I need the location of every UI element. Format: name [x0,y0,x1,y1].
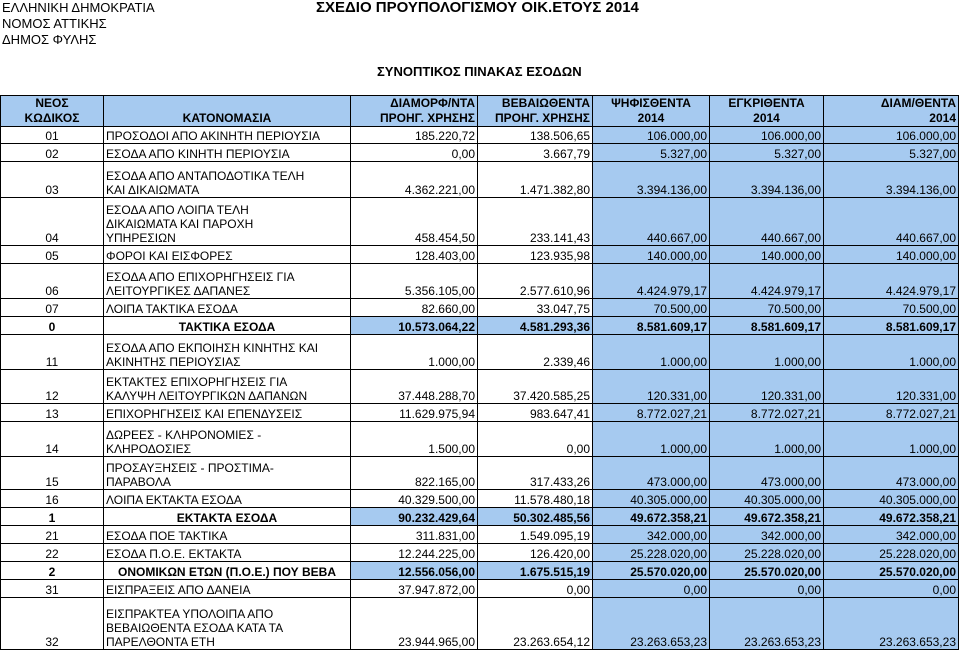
revenue-summary-table [0,95,959,650]
code-cell: 06 [1,264,104,299]
table-row [1,162,959,198]
voted-2014-cell: 8.581.609,17 [593,317,710,335]
prev-formed-cell: 12.244.225,00 [351,544,478,562]
prev-formed-cell: 12.556.056,00 [351,562,478,580]
table-row [1,299,959,317]
org-line-municipality: ΔΗΜΟΣ ΦΥΛΗΣ [2,32,97,47]
formed-2014-cell: 120.331,00 [824,370,959,404]
approved-2014-cell: 5.327,00 [710,144,824,162]
table-total-row [1,317,959,335]
document-title: ΣΧΕΔΙΟ ΠΡΟΥΠΟΛΟΓΙΣΜΟΥ ΟΙΚ.ΕΤΟΥΣ 2014 [316,0,639,16]
table-total-row [1,562,959,580]
approved-2014-cell: 342.000,00 [710,526,824,544]
voted-2014-cell: 8.772.027,21 [593,404,710,422]
column-header-formed-2014: ΔΙΑΜ/ΘΕΝΤΑ 2014 [824,96,959,127]
prev-formed-cell: 128.403,00 [351,246,478,264]
prev-certified-cell: 0,00 [478,422,593,457]
prev-formed-cell: 37.947.872,00 [351,580,478,598]
prev-certified-cell: 126.420,00 [478,544,593,562]
voted-2014-cell: 0,00 [593,580,710,598]
formed-2014-cell: 8.581.609,17 [824,317,959,335]
formed-2014-cell: 25.228.020,00 [824,544,959,562]
prev-formed-cell: 11.629.975,94 [351,404,478,422]
table-row [1,422,959,457]
approved-2014-cell: 106.000,00 [710,127,824,144]
prev-formed-cell: 90.232.429,64 [351,508,478,526]
code-cell: 13 [1,404,104,422]
voted-2014-cell: 106.000,00 [593,127,710,144]
table-row [1,370,959,404]
prev-certified-cell: 23.263.654,12 [478,598,593,650]
approved-2014-cell: 70.500,00 [710,299,824,317]
prev-certified-cell: 0,00 [478,580,593,598]
formed-2014-cell: 106.000,00 [824,127,959,144]
code-cell: 32 [1,598,104,650]
organization-header [2,0,155,48]
org-line-country: ΕΛΛΗΝΙΚΗ ΔΗΜΟΚΡΑΤΙΑ [2,0,155,15]
column-header-name: ΚΑΤΟΝΟΜΑΣΙΑ [104,96,351,127]
voted-2014-cell: 140.000,00 [593,246,710,264]
code-cell: 01 [1,127,104,144]
code-cell: 04 [1,198,104,246]
approved-2014-cell: 25.570.020,00 [710,562,824,580]
voted-2014-cell: 342.000,00 [593,526,710,544]
voted-2014-cell: 1.000,00 [593,422,710,457]
name-cell: ΠΡΟΣΟΔΟΙ ΑΠΟ ΑΚΙΝΗΤΗ ΠΕΡΙΟΥΣΙΑ [104,127,351,144]
approved-2014-cell: 140.000,00 [710,246,824,264]
voted-2014-cell: 3.394.136,00 [593,162,710,198]
prev-formed-cell: 311.831,00 [351,526,478,544]
code-cell: 05 [1,246,104,264]
formed-2014-cell: 1.000,00 [824,422,959,457]
voted-2014-cell: 4.424.979,17 [593,264,710,299]
formed-2014-cell: 70.500,00 [824,299,959,317]
prev-formed-cell: 458.454,50 [351,198,478,246]
approved-2014-cell: 40.305.000,00 [710,490,824,508]
prev-formed-cell: 37.448.288,70 [351,370,478,404]
table-row [1,127,959,144]
prev-formed-cell: 82.660,00 [351,299,478,317]
name-cell: ΕΣΟΔΑ Π.Ο.Ε. ΕΚΤΑΚΤΑ [104,544,351,562]
approved-2014-cell: 1.000,00 [710,422,824,457]
column-header-prev-certified: ΒΕΒΑΙΩΘΕΝΤΑ ΠΡΟΗΓ. ΧΡΗΣΗΣ [478,96,593,127]
prev-certified-cell: 11.578.480,18 [478,490,593,508]
code-cell: 12 [1,370,104,404]
prev-formed-cell: 0,00 [351,144,478,162]
prev-certified-cell: 4.581.293,36 [478,317,593,335]
voted-2014-cell: 120.331,00 [593,370,710,404]
formed-2014-cell: 473.000,00 [824,457,959,490]
name-cell: ΠΡΟΣΑΥΞΗΣΕΙΣ - ΠΡΟΣΤΙΜΑ- ΠΑΡΑΒΟΛΑ [104,457,351,490]
voted-2014-cell: 25.228.020,00 [593,544,710,562]
voted-2014-cell: 40.305.000,00 [593,490,710,508]
prev-formed-cell: 822.165,00 [351,457,478,490]
voted-2014-cell: 23.263.653,23 [593,598,710,650]
approved-2014-cell: 8.581.609,17 [710,317,824,335]
voted-2014-cell: 473.000,00 [593,457,710,490]
prev-formed-cell: 4.362.221,00 [351,162,478,198]
approved-2014-cell: 23.263.653,23 [710,598,824,650]
formed-2014-cell: 440.667,00 [824,198,959,246]
formed-2014-cell: 5.327,00 [824,144,959,162]
table-header-row [1,96,959,127]
name-cell: ΟΝΟΜΙΚΩΝ ΕΤΩΝ (Π.Ο.Ε.) ΠΟΥ ΒΕΒΑ [104,562,351,580]
prev-certified-cell: 1.549.095,19 [478,526,593,544]
formed-2014-cell: 25.570.020,00 [824,562,959,580]
voted-2014-cell: 70.500,00 [593,299,710,317]
table-row [1,457,959,490]
name-cell: ΕΠΙΧΟΡΗΓΗΣΕΙΣ ΚΑΙ ΕΠΕΝΔΥΣΕΙΣ [104,404,351,422]
org-line-prefecture: ΝΟΜΟΣ ΑΤΤΙΚΗΣ [2,16,107,31]
voted-2014-cell: 440.667,00 [593,198,710,246]
code-cell: 2 [1,562,104,580]
name-cell: ΕΣΟΔΑ ΑΠΟ ΑΝΤΑΠΟΔΟΤΙΚΑ ΤΕΛΗ ΚΑΙ ΔΙΚΑΙΩΜΑΤΑ [104,162,351,198]
formed-2014-cell: 0,00 [824,580,959,598]
formed-2014-cell: 342.000,00 [824,526,959,544]
prev-formed-cell: 5.356.105,00 [351,264,478,299]
column-header-voted-2014: ΨΗΦΙΣΘΕΝΤΑ 2014 [593,96,710,127]
prev-certified-cell: 123.935,98 [478,246,593,264]
formed-2014-cell: 8.772.027,21 [824,404,959,422]
prev-certified-cell: 3.667,79 [478,144,593,162]
approved-2014-cell: 473.000,00 [710,457,824,490]
column-header-code: ΝΕΟΣ ΚΩΔΙΚΟΣ [1,96,104,127]
approved-2014-cell: 1.000,00 [710,335,824,370]
code-cell: 1 [1,508,104,526]
prev-certified-cell: 983.647,41 [478,404,593,422]
name-cell: ΕΣΟΔΑ ΠΟΕ ΤΑΚΤΙΚΑ [104,526,351,544]
prev-certified-cell: 2.339,46 [478,335,593,370]
table-row [1,544,959,562]
approved-2014-cell: 120.331,00 [710,370,824,404]
voted-2014-cell: 5.327,00 [593,144,710,162]
name-cell: ΛΟΙΠΑ ΤΑΚΤΙΚΑ ΕΣΟΔΑ [104,299,351,317]
formed-2014-cell: 140.000,00 [824,246,959,264]
table-row [1,246,959,264]
formed-2014-cell: 23.263.653,23 [824,598,959,650]
name-cell: ΕΙΣΠΡΑΚΤΕΑ ΥΠΟΛΟΙΠΑ ΑΠΟ ΒΕΒΑΙΩΘΕΝΤΑ ΕΣΟΔΑ ΚΑΤΑ ΤΑ ΠΑΡΕΛΘΟΝΤΑ ΕΤΗ [104,598,351,650]
prev-certified-cell: 233.141,43 [478,198,593,246]
voted-2014-cell: 49.672.358,21 [593,508,710,526]
table-row [1,526,959,544]
prev-certified-cell: 37.420.585,25 [478,370,593,404]
formed-2014-cell: 49.672.358,21 [824,508,959,526]
prev-formed-cell: 23.944.965,00 [351,598,478,650]
approved-2014-cell: 49.672.358,21 [710,508,824,526]
code-cell: 22 [1,544,104,562]
table-total-row [1,508,959,526]
name-cell: ΕΣΟΔΑ ΑΠΟ ΕΚΠΟΙΗΣΗ ΚΙΝΗΤΗΣ ΚΑΙ ΑΚΙΝΗΤΗΣ ΠΕΡΙΟΥΣΙΑΣ [104,335,351,370]
prev-certified-cell: 317.433,26 [478,457,593,490]
formed-2014-cell: 1.000,00 [824,335,959,370]
approved-2014-cell: 3.394.136,00 [710,162,824,198]
voted-2014-cell: 25.570.020,00 [593,562,710,580]
name-cell: ΦΟΡΟΙ ΚΑΙ ΕΙΣΦΟΡΕΣ [104,246,351,264]
name-cell: ΔΩΡΕΕΣ - ΚΛΗΡΟΝΟΜΙΕΣ - ΚΛΗΡΟΔΟΣΙΕΣ [104,422,351,457]
name-cell: ΕΣΟΔΑ ΑΠΟ ΕΠΙΧΟΡΗΓΗΣΕΙΣ ΓΙΑ ΛΕΙΤΟΥΡΓΙΚΕΣ ΔΑΠΑΝΕΣ [104,264,351,299]
code-cell: 07 [1,299,104,317]
prev-formed-cell: 1.500,00 [351,422,478,457]
voted-2014-cell: 1.000,00 [593,335,710,370]
code-cell: 21 [1,526,104,544]
approved-2014-cell: 8.772.027,21 [710,404,824,422]
prev-formed-cell: 1.000,00 [351,335,478,370]
code-cell: 14 [1,422,104,457]
formed-2014-cell: 3.394.136,00 [824,162,959,198]
name-cell: ΕΚΤΑΚΤΕΣ ΕΠΙΧΟΡΗΓΗΣΕΙΣ ΓΙΑ ΚΑΛΥΨΗ ΛΕΙΤΟΥΡΓΙΚΩΝ ΔΑΠΑΝΩΝ [104,370,351,404]
approved-2014-cell: 4.424.979,17 [710,264,824,299]
table-row [1,144,959,162]
prev-certified-cell: 50.302.485,56 [478,508,593,526]
prev-certified-cell: 1.471.382,80 [478,162,593,198]
formed-2014-cell: 40.305.000,00 [824,490,959,508]
name-cell: ΤΑΚΤΙΚΑ ΕΣΟΔΑ [104,317,351,335]
table-row [1,198,959,246]
table-row [1,335,959,370]
table-title: ΣΥΝΟΠΤΙΚΟΣ ΠΙΝΑΚΑΣ ΕΣΟΔΩΝ [377,64,582,79]
prev-certified-cell: 1.675.515,19 [478,562,593,580]
name-cell: ΕΚΤΑΚΤΑ ΕΣΟΔΑ [104,508,351,526]
prev-formed-cell: 185.220,72 [351,127,478,144]
approved-2014-cell: 25.228.020,00 [710,544,824,562]
approved-2014-cell: 0,00 [710,580,824,598]
code-cell: 31 [1,580,104,598]
table-row [1,490,959,508]
table-row [1,580,959,598]
prev-certified-cell: 33.047,75 [478,299,593,317]
table-row [1,264,959,299]
table-row [1,404,959,422]
name-cell: ΛΟΙΠΑ ΕΚΤΑΚΤΑ ΕΣΟΔΑ [104,490,351,508]
formed-2014-cell: 4.424.979,17 [824,264,959,299]
code-cell: 15 [1,457,104,490]
code-cell: 16 [1,490,104,508]
prev-certified-cell: 138.506,65 [478,127,593,144]
column-header-approved-2014: ΕΓΚΡΙΘΕΝΤΑ 2014 [710,96,824,127]
prev-formed-cell: 40.329.500,00 [351,490,478,508]
code-cell: 11 [1,335,104,370]
prev-certified-cell: 2.577.610,96 [478,264,593,299]
column-header-prev-formed: ΔΙΑΜΟΡΦ/ΝΤΑ ΠΡΟΗΓ. ΧΡΗΣΗΣ [351,96,478,127]
name-cell: ΕΙΣΠΡΑΞΕΙΣ ΑΠΟ ΔΑΝΕΙΑ [104,580,351,598]
name-cell: ΕΣΟΔΑ ΑΠΟ ΛΟΙΠΑ ΤΕΛΗ ΔΙΚΑΙΩΜΑΤΑ ΚΑΙ ΠΑΡΟΧΗ ΥΠΗΡΕΣΙΩΝ [104,198,351,246]
code-cell: 03 [1,162,104,198]
name-cell: ΕΣΟΔΑ ΑΠΟ ΚΙΝΗΤΗ ΠΕΡΙΟΥΣΙΑ [104,144,351,162]
code-cell: 02 [1,144,104,162]
code-cell: 0 [1,317,104,335]
table-row [1,598,959,650]
prev-formed-cell: 10.573.064,22 [351,317,478,335]
approved-2014-cell: 440.667,00 [710,198,824,246]
